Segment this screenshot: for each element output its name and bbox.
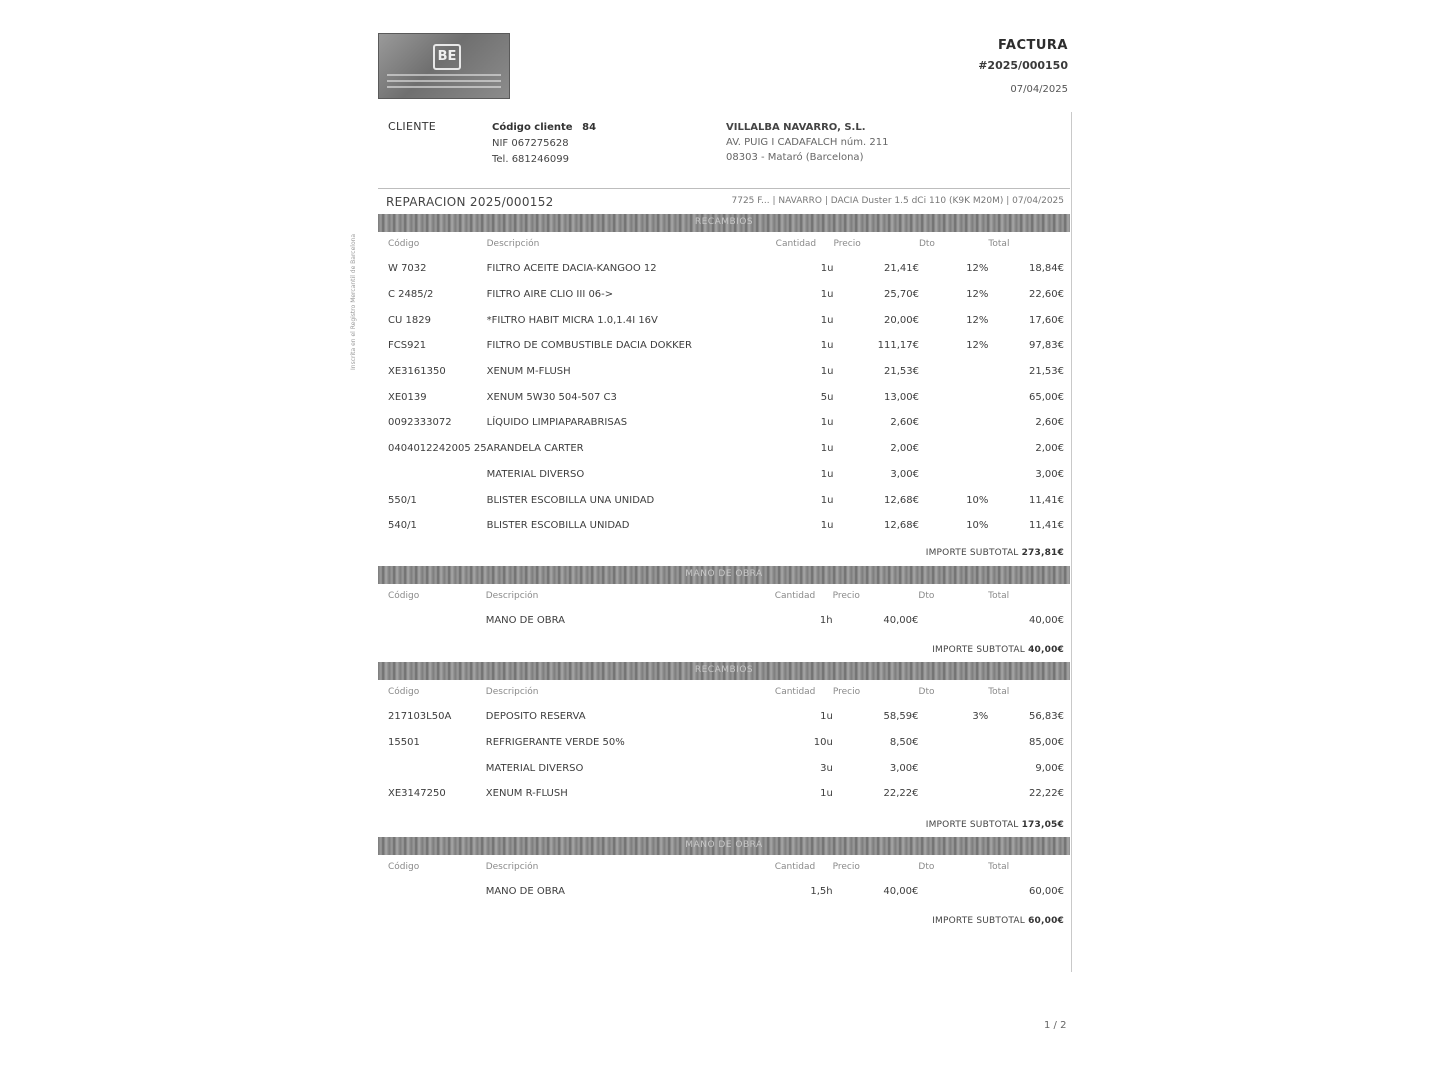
cell-qty: 1,5h xyxy=(810,886,833,898)
logo-emblem-icon: BE xyxy=(433,44,461,70)
cell-total: 97,83€ xyxy=(1029,340,1064,352)
items-table xyxy=(378,584,1070,634)
column-header-qty: Cantidad xyxy=(774,591,816,601)
cell-price: 22,22€ xyxy=(883,788,919,800)
table-row xyxy=(378,410,1070,436)
subtotal-value: 273,81€ xyxy=(1021,548,1064,558)
repair-header xyxy=(378,188,1070,211)
repair-title: REPARACION 2025/000152 xyxy=(386,195,554,209)
subtotal-label: IMPORTE SUBTOTAL xyxy=(932,645,1025,655)
cell-code: XE3161350 xyxy=(388,366,446,378)
cell-code xyxy=(378,608,486,634)
cell-qty: 1h xyxy=(819,615,833,627)
cell-desc: FILTRO DE COMBUSTIBLE DACIA DOKKER xyxy=(486,340,692,352)
cell-price: 58,59€ xyxy=(883,711,919,723)
section-bar-label: MANO DE OBRA xyxy=(685,840,763,850)
cell-dto: 10% xyxy=(966,520,989,532)
client-code-label: Código cliente xyxy=(492,122,573,133)
cell-dto xyxy=(919,462,988,488)
cell-price: 2,60€ xyxy=(890,417,919,429)
column-header-dto: Dto xyxy=(918,239,935,249)
table-row xyxy=(378,730,1070,756)
table-header-row xyxy=(378,855,1070,879)
cell-qty: 5u xyxy=(820,391,834,403)
cell-price: 40,00€ xyxy=(883,615,919,627)
column-header-qty: Cantidad xyxy=(774,862,816,872)
cell-price: 25,70€ xyxy=(883,289,919,301)
cell-price: 40,00€ xyxy=(883,886,919,898)
client-label: CLIENTE xyxy=(388,120,437,133)
cell-desc: XENUM R-FLUSH xyxy=(485,788,568,800)
section-bar-label: MANO DE OBRA xyxy=(685,569,763,579)
cell-price: 13,00€ xyxy=(883,391,919,403)
table-row xyxy=(378,462,1070,488)
cell-code: XE3147250 xyxy=(388,788,446,800)
column-header-price: Precio xyxy=(832,687,861,697)
cell-qty: 1u xyxy=(820,366,834,378)
cell-price: 12,68€ xyxy=(883,520,919,532)
cell-desc: FILTRO AIRE CLIO III 06-> xyxy=(486,289,614,301)
company-address: AV. PUIG I CADAFALCH núm. 211 xyxy=(726,137,889,148)
company-logo xyxy=(378,33,510,99)
cell-code: 15501 xyxy=(388,737,420,749)
cell-code: XE0139 xyxy=(388,391,427,403)
cell-total: 9,00€ xyxy=(1035,762,1064,774)
cell-desc: BLISTER ESCOBILLA UNA UNIDAD xyxy=(486,494,655,506)
section-bar xyxy=(378,662,1070,680)
table-header-row xyxy=(378,232,1070,256)
invoice-number: #2025/000150 xyxy=(978,59,1068,72)
page-number: 1 / 2 xyxy=(1044,1020,1067,1031)
section-bar xyxy=(378,566,1070,584)
subtotal-line xyxy=(926,820,1064,830)
table-header-row xyxy=(378,584,1070,608)
column-header-price: Precio xyxy=(833,239,861,249)
client-code-row xyxy=(492,120,596,136)
items-table xyxy=(378,232,1070,539)
cell-desc: FILTRO ACEITE DACIA-KANGOO 12 xyxy=(486,263,657,275)
client-code: 84 xyxy=(582,122,597,133)
cell-total: 2,00€ xyxy=(1035,443,1064,455)
cell-dto xyxy=(919,410,988,436)
cell-qty: 1u xyxy=(820,711,833,723)
cell-code: 550/1 xyxy=(388,494,417,506)
table-row xyxy=(378,359,1070,385)
cell-code: 0092333072 xyxy=(388,417,452,429)
column-header-total: Total xyxy=(988,687,1010,697)
cell-desc: MATERIAL DIVERSO xyxy=(485,762,584,774)
cell-total: 22,60€ xyxy=(1029,289,1064,301)
cell-qty: 10u xyxy=(813,737,833,749)
cell-total: 18,84€ xyxy=(1029,263,1064,275)
subtotal-label: IMPORTE SUBTOTAL xyxy=(925,820,1019,830)
table-row xyxy=(378,608,1070,634)
section-bar-label: RECAMBIOS xyxy=(694,217,754,227)
cell-desc: MATERIAL DIVERSO xyxy=(486,468,585,480)
cell-desc: ARANDELA CARTER xyxy=(486,443,584,455)
cell-desc: XENUM 5W30 504-507 C3 xyxy=(486,391,617,403)
table-row xyxy=(378,333,1070,359)
cell-dto xyxy=(919,730,989,756)
cell-qty: 1u xyxy=(820,263,834,275)
client-tel: Tel. 681246099 xyxy=(492,154,569,165)
cell-total: 65,00€ xyxy=(1029,391,1064,403)
table-row xyxy=(378,282,1070,308)
column-header-dto: Dto xyxy=(918,687,935,697)
cell-price: 21,41€ xyxy=(883,263,919,275)
column-header-code: Código xyxy=(388,239,420,249)
items-table xyxy=(378,855,1070,905)
cell-qty: 1u xyxy=(820,314,834,326)
cell-code xyxy=(378,755,486,781)
cell-qty: 1u xyxy=(820,494,834,506)
cell-qty: 1u xyxy=(820,340,834,352)
cell-price: 111,17€ xyxy=(877,340,919,352)
cell-price: 8,50€ xyxy=(889,737,919,749)
cell-dto: 12% xyxy=(966,263,989,275)
table-row xyxy=(378,513,1070,539)
client-nif: NIF 067275628 xyxy=(492,138,569,149)
column-header-total: Total xyxy=(988,591,1010,601)
cell-dto: 3% xyxy=(972,711,989,723)
cell-code: W 7032 xyxy=(388,263,427,275)
section-bar xyxy=(378,837,1070,855)
repair-vehicle: 7725 F... | NAVARRO | DACIA Duster 1.5 dCi 110 (K9K M20M) | 07/04/2025 xyxy=(731,196,1064,206)
table-row xyxy=(378,781,1070,807)
table-row xyxy=(378,487,1070,513)
cell-dto: 10% xyxy=(966,494,989,506)
invoice-date: 07/04/2025 xyxy=(1010,84,1068,95)
cell-qty: 1u xyxy=(820,443,834,455)
cell-code: 540/1 xyxy=(388,520,417,532)
cell-desc: XENUM M-FLUSH xyxy=(486,366,571,378)
column-header-qty: Cantidad xyxy=(774,687,816,697)
client-data xyxy=(492,120,596,168)
cell-desc: BLISTER ESCOBILLA UNIDAD xyxy=(486,520,630,532)
cell-code: 217103L50A xyxy=(388,711,452,723)
cell-dto: 12% xyxy=(966,314,989,326)
cell-desc: REFRIGERANTE VERDE 50% xyxy=(485,737,625,749)
subtotal-line xyxy=(932,916,1064,926)
cell-price: 20,00€ xyxy=(883,314,919,326)
table-row xyxy=(378,879,1070,905)
cell-price: 21,53€ xyxy=(883,366,919,378)
cell-qty: 1u xyxy=(820,788,833,800)
cell-total: 22,22€ xyxy=(1029,788,1064,800)
cell-qty: 3u xyxy=(820,762,833,774)
invoice-page xyxy=(378,30,1072,1040)
cell-dto xyxy=(919,359,988,385)
cell-code xyxy=(378,462,487,488)
table-header-row xyxy=(378,680,1070,704)
subtotal-label: IMPORTE SUBTOTAL xyxy=(925,548,1019,558)
column-header-desc: Descripción xyxy=(486,239,540,249)
cell-code: C 2485/2 xyxy=(388,289,434,301)
cell-desc: DEPOSITO RESERVA xyxy=(485,711,586,723)
cell-qty: 1u xyxy=(820,468,834,480)
column-header-dto: Dto xyxy=(918,862,935,872)
cell-total: 11,41€ xyxy=(1029,520,1064,532)
subtotal-line xyxy=(932,645,1064,655)
cell-dto xyxy=(918,608,988,634)
cell-price: 3,00€ xyxy=(889,762,919,774)
cell-dto xyxy=(919,781,989,807)
cell-dto: 12% xyxy=(966,289,989,301)
column-header-desc: Descripción xyxy=(485,687,539,697)
section-bar xyxy=(378,214,1070,232)
cell-dto xyxy=(919,436,988,462)
column-header-code: Código xyxy=(388,862,420,872)
section-bar-label: RECAMBIOS xyxy=(694,665,754,675)
company-info xyxy=(726,120,888,165)
table-row xyxy=(378,256,1070,282)
cell-total: 17,60€ xyxy=(1029,314,1064,326)
cell-total: 60,00€ xyxy=(1029,886,1064,898)
cell-total: 21,53€ xyxy=(1029,366,1064,378)
cell-total: 40,00€ xyxy=(1029,615,1064,627)
column-header-price: Precio xyxy=(832,591,860,601)
invoice-title: FACTURA xyxy=(998,38,1068,53)
company-name: VILLALBA NAVARRO, S.L. xyxy=(726,122,866,133)
invoice-header xyxy=(978,38,1068,95)
table-row xyxy=(378,755,1070,781)
cell-price: 12,68€ xyxy=(883,494,919,506)
cell-qty: 1u xyxy=(820,417,834,429)
cell-code: FCS921 xyxy=(388,340,427,352)
cell-qty: 1u xyxy=(820,289,834,301)
cell-total: 11,41€ xyxy=(1029,494,1064,506)
subtotal-value: 173,05€ xyxy=(1021,820,1064,830)
cell-total: 85,00€ xyxy=(1029,737,1064,749)
company-city: 08303 - Mataró (Barcelona) xyxy=(726,152,864,163)
cell-desc: *FILTRO HABIT MICRA 1.0,1.4I 16V xyxy=(486,314,658,326)
table-row xyxy=(378,436,1070,462)
cell-dto xyxy=(918,879,988,905)
cell-dto: 12% xyxy=(966,340,989,352)
items-table xyxy=(378,680,1070,807)
cell-code: CU 1829 xyxy=(388,314,431,326)
cell-desc: LÍQUIDO LIMPIAPARABRISAS xyxy=(486,417,628,429)
cell-total: 2,60€ xyxy=(1035,417,1064,429)
column-header-total: Total xyxy=(988,239,1010,249)
cell-dto xyxy=(919,384,988,410)
cell-dto xyxy=(919,755,989,781)
column-header-qty: Cantidad xyxy=(775,239,817,249)
cell-code: 0404012242005 25 xyxy=(388,443,487,455)
column-header-total: Total xyxy=(988,862,1010,872)
cell-price: 3,00€ xyxy=(890,468,919,480)
column-header-price: Precio xyxy=(832,862,860,872)
column-header-desc: Descripción xyxy=(485,862,539,872)
column-header-dto: Dto xyxy=(918,591,935,601)
cell-desc: MANO DE OBRA xyxy=(485,615,565,627)
column-header-code: Código xyxy=(388,687,420,697)
table-row xyxy=(378,704,1070,730)
subtotal-line xyxy=(926,548,1064,558)
side-registry-text: Inscrita en el Registro Mercantil de Barcelona xyxy=(350,233,357,370)
cell-desc: MANO DE OBRA xyxy=(485,886,565,898)
right-border-line xyxy=(1071,112,1072,972)
column-header-code: Código xyxy=(388,591,420,601)
subtotal-value: 40,00€ xyxy=(1028,645,1064,655)
subtotal-label: IMPORTE SUBTOTAL xyxy=(932,916,1025,926)
cell-total: 3,00€ xyxy=(1035,468,1064,480)
column-header-desc: Descripción xyxy=(485,591,539,601)
cell-code xyxy=(378,879,486,905)
cell-total: 56,83€ xyxy=(1029,711,1064,723)
subtotal-value: 60,00€ xyxy=(1028,916,1064,926)
table-row xyxy=(378,384,1070,410)
cell-qty: 1u xyxy=(820,520,834,532)
table-row xyxy=(378,307,1070,333)
cell-price: 2,00€ xyxy=(890,443,919,455)
